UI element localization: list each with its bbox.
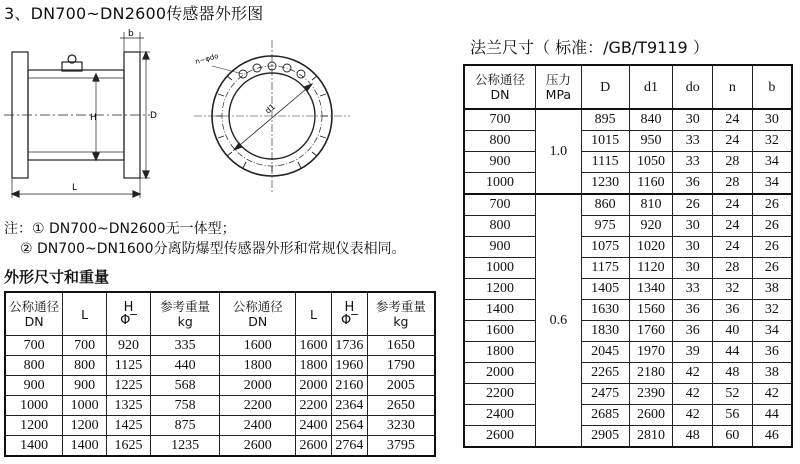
- table-cell: 1625: [107, 436, 151, 457]
- table-cell: 40: [713, 321, 753, 342]
- table-row: [464, 131, 792, 152]
- table-cell: 28: [713, 173, 753, 195]
- table-cell: 42: [673, 363, 713, 384]
- table-cell: 33: [673, 152, 713, 173]
- col-header-outer-d: D: [581, 65, 629, 109]
- col-header-weight: 参考重量 kg: [150, 292, 220, 336]
- table-cell: 33: [673, 131, 713, 152]
- table-cell: 1050: [629, 152, 673, 173]
- table-cell: 950: [629, 131, 673, 152]
- table-cell: 1200: [464, 279, 536, 300]
- table-cell: 700: [5, 336, 63, 356]
- dim-label-d1: d1: [263, 102, 278, 116]
- table-cell: 2475: [581, 384, 629, 405]
- table-cell: 1000: [464, 258, 536, 279]
- table-cell: 1400: [63, 436, 107, 457]
- table-cell: 1600: [464, 321, 536, 342]
- table-cell: 800: [464, 131, 536, 152]
- table-cell: 3230: [367, 416, 435, 436]
- table-row: [464, 216, 792, 237]
- table-cell: 1000: [464, 173, 536, 195]
- table-cell: 2650: [367, 396, 435, 416]
- table-cell: 800: [63, 356, 107, 376]
- table-cell: 1175: [581, 258, 629, 279]
- table-row: [464, 321, 792, 342]
- flange-header-row: [464, 65, 792, 109]
- col-header-l: L: [63, 292, 107, 336]
- table-cell: 36: [673, 300, 713, 321]
- table-cell: 900: [63, 376, 107, 396]
- table-cell: 38: [752, 363, 792, 384]
- table-cell: 2005: [367, 376, 435, 396]
- table-cell: 975: [581, 216, 629, 237]
- table-cell: 2390: [629, 384, 673, 405]
- table-cell: 895: [581, 109, 629, 131]
- table-row: [464, 426, 792, 448]
- table-cell: 34: [752, 321, 792, 342]
- flange-section-title: 法兰尺寸（ 标准：/GB/T9119 ）: [470, 38, 709, 57]
- table-cell: 1225: [107, 376, 151, 396]
- table-cell: 46: [752, 426, 792, 448]
- table-cell: 2000: [464, 363, 536, 384]
- table-cell: 900: [464, 237, 536, 258]
- side-view: [4, 32, 150, 198]
- table-cell: 1200: [5, 416, 63, 436]
- table-row: [464, 237, 792, 258]
- table-cell: 1000: [5, 396, 63, 416]
- table-cell: 920: [629, 216, 673, 237]
- table-cell: 1400: [5, 436, 63, 457]
- col-header-pressure: 压力 MPa: [536, 65, 582, 109]
- table-cell: 1120: [629, 258, 673, 279]
- table-cell: 2265: [581, 363, 629, 384]
- table-cell: 1200: [63, 416, 107, 436]
- table-cell: 2180: [629, 363, 673, 384]
- table-cell: 32: [752, 300, 792, 321]
- table-cell: 2600: [220, 436, 296, 457]
- table-cell: 1600: [295, 336, 331, 356]
- table-cell: 2000: [220, 376, 296, 396]
- col-header-d1: d1: [629, 65, 673, 109]
- table-cell: 1000: [63, 396, 107, 416]
- table-cell: 900: [464, 152, 536, 173]
- table-cell: 2364: [331, 396, 367, 416]
- table-cell: 36: [673, 321, 713, 342]
- table-row: [464, 384, 792, 405]
- table-row: [464, 405, 792, 426]
- dims-section-title: 外形尺寸和重量: [4, 268, 110, 286]
- col-header-dn-2: 公称通径 DN: [220, 292, 296, 336]
- table-cell: 810: [629, 194, 673, 216]
- table-cell: 32: [752, 131, 792, 152]
- table-cell: 568: [150, 376, 220, 396]
- table-cell: 1736: [331, 336, 367, 356]
- table-cell: 2764: [331, 436, 367, 457]
- table-cell: 48: [673, 426, 713, 448]
- table-row: [464, 363, 792, 384]
- dims-weight-table: [4, 291, 436, 457]
- flange-size-table: [463, 64, 793, 448]
- table-cell: 1230: [581, 173, 629, 195]
- table-row: [464, 194, 792, 216]
- table-cell: 1020: [629, 237, 673, 258]
- table-cell: 2000: [295, 376, 331, 396]
- table-cell: 36: [752, 342, 792, 363]
- table-cell: 2045: [581, 342, 629, 363]
- table-cell: 2400: [464, 405, 536, 426]
- table-cell: 30: [673, 258, 713, 279]
- table-cell: 900: [5, 376, 63, 396]
- table-cell: 2160: [331, 376, 367, 396]
- col-header-do: do: [673, 65, 713, 109]
- table-cell: 1425: [107, 416, 151, 436]
- table-cell: 1760: [629, 321, 673, 342]
- note-line-2: ② DN700~DN1600分离防爆型传感器外形和常规仪表相同。: [20, 241, 406, 257]
- table-cell: 60: [713, 426, 753, 448]
- col-header-b: b: [752, 65, 792, 109]
- sensor-outline-drawing: [0, 26, 440, 206]
- table-row: [5, 376, 435, 396]
- table-cell: 440: [150, 356, 220, 376]
- table-cell: 2400: [295, 416, 331, 436]
- table-cell: 56: [713, 405, 753, 426]
- table-cell: 36: [713, 300, 753, 321]
- page-title: 3、DN700~DN2600传感器外形图: [4, 4, 264, 23]
- table-cell: 26: [752, 237, 792, 258]
- table-row: [464, 342, 792, 363]
- dim-label-d: D: [150, 111, 157, 121]
- table-cell: 1340: [629, 279, 673, 300]
- table-cell: 42: [752, 384, 792, 405]
- flange-front-view: [194, 40, 350, 192]
- table-cell: 42: [673, 384, 713, 405]
- table-row: [464, 300, 792, 321]
- table-cell: 1160: [629, 173, 673, 195]
- table-cell: 2200: [220, 396, 296, 416]
- table-cell: 2810: [629, 426, 673, 448]
- table-cell: 39: [673, 342, 713, 363]
- table-cell: 36: [673, 173, 713, 195]
- table-cell: 840: [629, 109, 673, 131]
- table-cell: 700: [464, 109, 536, 131]
- table-cell: 700: [63, 336, 107, 356]
- table-cell: 38: [752, 279, 792, 300]
- table-cell: 1560: [629, 300, 673, 321]
- table-cell: 30: [752, 109, 792, 131]
- table-cell: 800: [464, 216, 536, 237]
- table-cell: 1075: [581, 237, 629, 258]
- col-header-dn: 公称通径 DN: [5, 292, 63, 336]
- col-header-h-2: H Φ‾: [331, 292, 367, 336]
- table-cell: 28: [713, 258, 753, 279]
- table-cell: 24: [713, 131, 753, 152]
- col-header-nominal-dn: 公称通径 DN: [464, 65, 536, 109]
- table-cell: 1800: [464, 342, 536, 363]
- table-row: [5, 336, 435, 356]
- col-header-h: H Φ‾: [107, 292, 151, 336]
- note-line-1: 注：① DN700~DN2600无一体型；: [4, 221, 236, 237]
- col-header-l-2: L: [295, 292, 331, 336]
- table-cell: 48: [713, 363, 753, 384]
- table-cell: 2600: [464, 426, 536, 448]
- col-header-n: n: [713, 65, 753, 109]
- table-cell: 24: [713, 194, 753, 216]
- table-cell: 34: [752, 152, 792, 173]
- table-cell: 1960: [331, 356, 367, 376]
- table-cell: 1650: [367, 336, 435, 356]
- table-cell: 1015: [581, 131, 629, 152]
- table-cell: 28: [713, 152, 753, 173]
- table-cell: 24: [713, 237, 753, 258]
- table-cell: 52: [713, 384, 753, 405]
- table-row: [464, 258, 792, 279]
- table-cell: 30: [673, 216, 713, 237]
- table-cell: 30: [673, 237, 713, 258]
- table-cell: 1125: [107, 356, 151, 376]
- table-row: [464, 279, 792, 300]
- table-cell: 335: [150, 336, 220, 356]
- table-cell: 800: [5, 356, 63, 376]
- table-cell: 42: [673, 405, 713, 426]
- table-cell: 30: [673, 109, 713, 131]
- table-cell: 32: [713, 279, 753, 300]
- table-cell: 26: [752, 216, 792, 237]
- table-cell: 44: [752, 405, 792, 426]
- pressure-cell: 1.0: [536, 109, 582, 194]
- table-cell: 34: [752, 173, 792, 195]
- table-cell: 2200: [464, 384, 536, 405]
- table-cell: 860: [581, 194, 629, 216]
- dim-label-b: b: [128, 29, 134, 39]
- table-cell: 875: [150, 416, 220, 436]
- table-cell: 2400: [220, 416, 296, 436]
- table-cell: 2905: [581, 426, 629, 448]
- table-cell: 24: [713, 216, 753, 237]
- table-cell: 26: [752, 194, 792, 216]
- table-row: [464, 173, 792, 195]
- table-cell: 26: [752, 258, 792, 279]
- table-cell: 33: [673, 279, 713, 300]
- table-cell: 1800: [295, 356, 331, 376]
- table-cell: 1600: [220, 336, 296, 356]
- table-cell: 2685: [581, 405, 629, 426]
- table-cell: 1630: [581, 300, 629, 321]
- table-cell: 1970: [629, 342, 673, 363]
- table-cell: 1235: [150, 436, 220, 457]
- table-cell: 1830: [581, 321, 629, 342]
- table-cell: 2564: [331, 416, 367, 436]
- table-cell: 1115: [581, 152, 629, 173]
- dim-label-h: H: [90, 113, 97, 123]
- table-cell: 1400: [464, 300, 536, 321]
- table-cell: 2600: [629, 405, 673, 426]
- pressure-cell: 0.6: [536, 194, 582, 447]
- table-cell: 44: [713, 342, 753, 363]
- dim-label-l: L: [72, 183, 78, 193]
- table-cell: 24: [713, 109, 753, 131]
- table-row: [5, 436, 435, 457]
- table-cell: 700: [464, 194, 536, 216]
- table-row: [5, 416, 435, 436]
- table-cell: 1405: [581, 279, 629, 300]
- table-row: [464, 152, 792, 173]
- table-row: [5, 396, 435, 416]
- table-cell: 2200: [295, 396, 331, 416]
- table-cell: 2600: [295, 436, 331, 457]
- table-cell: 1325: [107, 396, 151, 416]
- col-header-weight-2: 参考重量 kg: [367, 292, 435, 336]
- table-cell: 1800: [220, 356, 296, 376]
- table-cell: 1790: [367, 356, 435, 376]
- hole-count-label: n~φdo: [194, 52, 220, 66]
- table-row: [464, 109, 792, 131]
- table-row: [5, 356, 435, 376]
- table-cell: 758: [150, 396, 220, 416]
- table-cell: 3795: [367, 436, 435, 457]
- table-cell: 920: [107, 336, 151, 356]
- dims-header-row: [5, 292, 435, 336]
- table-cell: 26: [673, 194, 713, 216]
